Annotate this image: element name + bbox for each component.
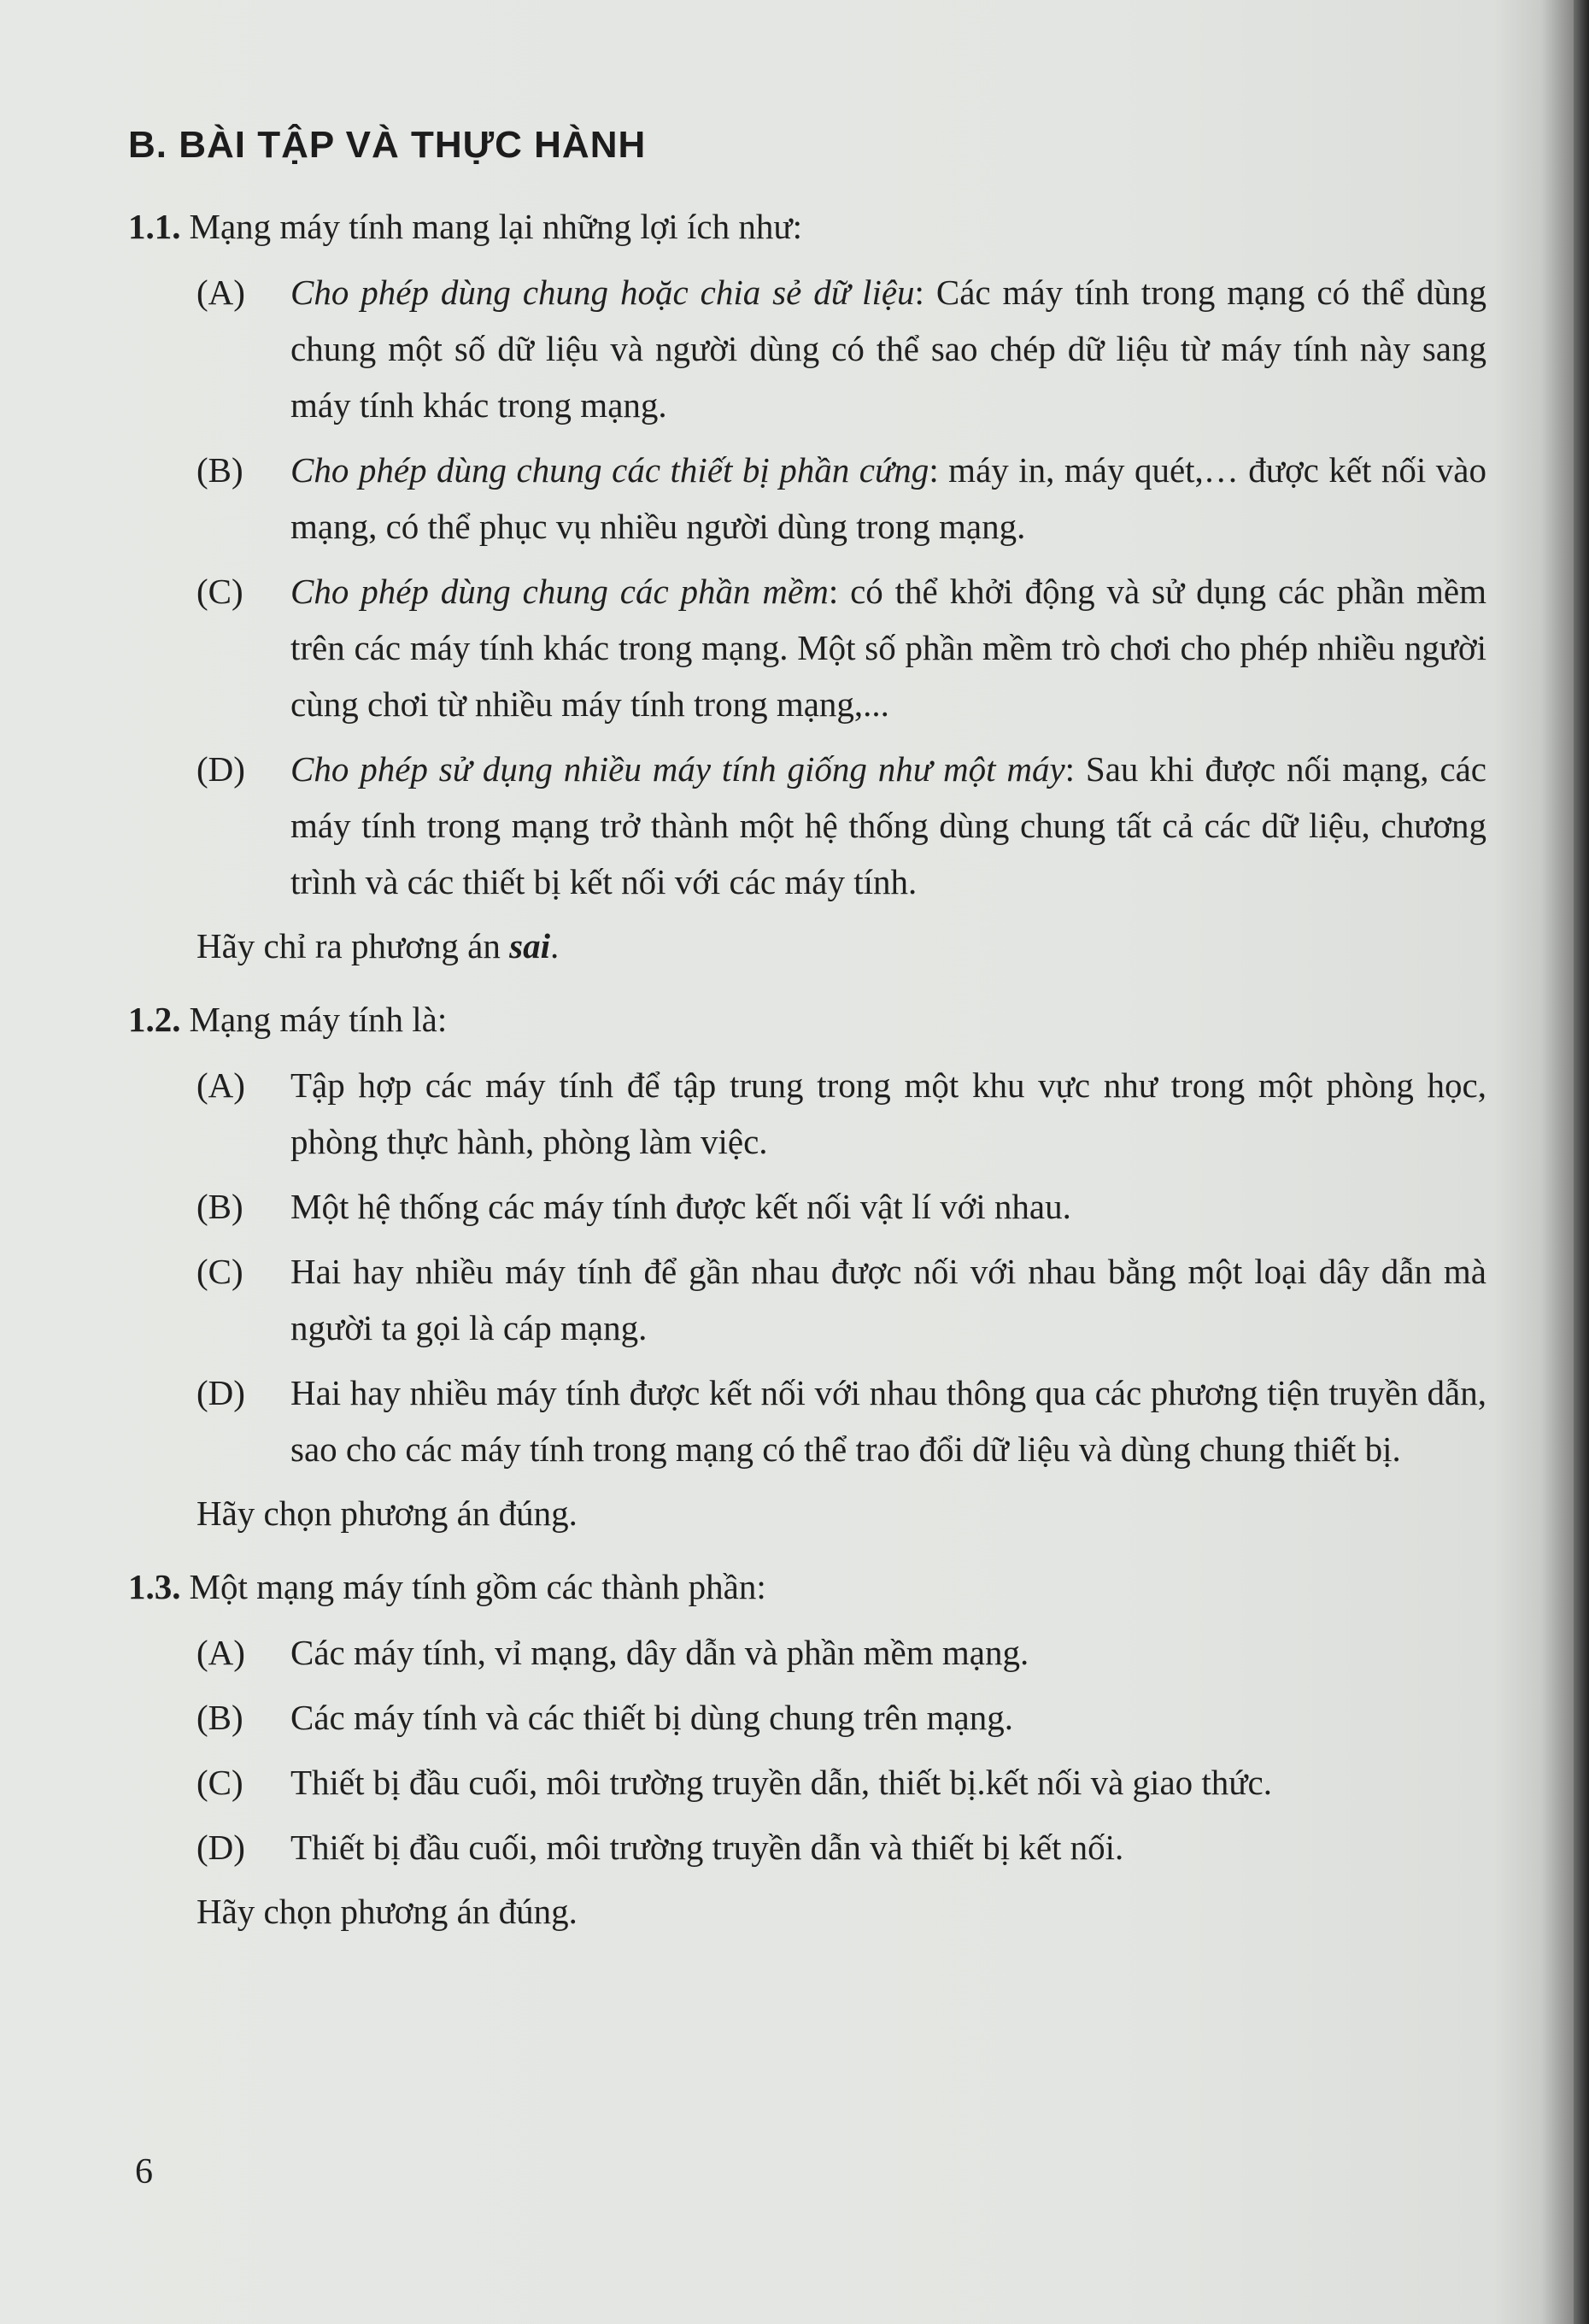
question-instruction: Hãy chọn phương án đúng. xyxy=(196,1892,578,1931)
option-italic-text: Cho phép dùng chung các phần mềm xyxy=(290,572,829,611)
option-italic-text: Cho phép sử dụng nhiều máy tính giống như một máy xyxy=(290,749,1065,789)
option-label: (A) xyxy=(196,1633,245,1672)
option-label: (B) xyxy=(196,1698,243,1737)
option-d xyxy=(196,1364,1486,1477)
option-text xyxy=(290,264,1486,433)
section-title: B. BÀI TẬP VÀ THỰC HÀNH xyxy=(128,124,647,166)
question-instruction xyxy=(196,920,1486,971)
option-label: (C) xyxy=(196,572,243,611)
question-1-1 xyxy=(128,201,1486,971)
option-text xyxy=(290,741,1486,910)
option-plain-text: : Các máy tính trong mạng có thể dùng chung một số dữ liệu và người dùng có thể sao chép dữ liệu từ máy tính này sang máy tính khác trong mạng. xyxy=(290,273,1486,425)
option-italic-text: Cho phép dùng chung các thiết bị phần cứng xyxy=(290,450,929,490)
option-b xyxy=(196,442,1486,555)
option-label: (A) xyxy=(196,273,245,312)
question-number: 1.1. xyxy=(128,207,181,246)
book-spine-shadow xyxy=(1574,0,1589,2324)
option-text: Một hệ thống các máy tính được kết nối vật lí với nhau. xyxy=(290,1187,1071,1226)
instruction-suffix: . xyxy=(549,926,560,965)
option-a xyxy=(196,1624,1486,1681)
option-c xyxy=(196,1754,1486,1810)
page-number: 6 xyxy=(135,2152,153,2192)
question-text: Mạng máy tính mang lại những lợi ích như: xyxy=(189,207,802,246)
option-list xyxy=(196,264,1486,910)
question-stem xyxy=(128,1561,1486,1612)
question-text: Mạng máy tính là: xyxy=(189,1000,448,1039)
option-label: (D) xyxy=(196,1373,245,1412)
option-label: (B) xyxy=(196,1187,243,1226)
option-label: (B) xyxy=(196,450,243,490)
option-label: (C) xyxy=(196,1763,243,1802)
option-italic-text: Cho phép dùng chung hoặc chia sẻ dữ liệu xyxy=(290,273,915,312)
option-text xyxy=(290,563,1486,732)
question-1-2 xyxy=(128,994,1486,1539)
option-text: Hai hay nhiều máy tính được kết nối với nhau thông qua các phương tiện truyền dẫn, sao cho các máy tính trong mạng có thể trao đổi dữ liệu và dùng chung thiết bị. xyxy=(290,1373,1486,1469)
option-d xyxy=(196,741,1486,910)
option-text: Thiết bị đầu cuối, môi trường truyền dẫn, thiết bị.kết nối và giao thức. xyxy=(290,1763,1272,1802)
option-text: Hai hay nhiều máy tính để gần nhau được nối với nhau bằng một loại dây dẫn mà người ta gọi là cáp mạng. xyxy=(290,1252,1486,1347)
question-number: 1.3. xyxy=(128,1567,181,1606)
instruction-text: Hãy chỉ ra phương án xyxy=(196,926,510,965)
option-label: (A) xyxy=(196,1065,245,1105)
option-a xyxy=(196,264,1486,433)
question-stem xyxy=(128,994,1486,1045)
option-c xyxy=(196,1243,1486,1356)
question-number: 1.2. xyxy=(128,1000,181,1039)
option-text: Thiết bị đầu cuối, môi trường truyền dẫn và thiết bị kết nối. xyxy=(290,1828,1124,1867)
page-content xyxy=(128,124,1486,1959)
option-text: Các máy tính và các thiết bị dùng chung trên mạng. xyxy=(290,1698,1013,1737)
option-text xyxy=(290,442,1486,555)
option-list xyxy=(196,1057,1486,1477)
option-plain-text: : có thể khởi động và sử dụng các phần mềm trên các máy tính khác trong mạng. Một số phần mềm trò chơi cho phép nhiều người cùng chơi từ nhiều máy tính trong mạng,... xyxy=(290,572,1486,724)
option-plain-text: : máy in, máy quét,… được kết nối vào mạng, có thể phục vụ nhiều người dùng trong mạng. xyxy=(290,450,1486,546)
option-plain-text: : Sau khi được nối mạng, các máy tính trong mạng trở thành một hệ thống dùng chung tất cả các dữ liệu, chương trình và các thiết bị kết nối với các máy tính. xyxy=(290,749,1486,901)
option-text: Các máy tính, vỉ mạng, dây dẫn và phần mềm mạng. xyxy=(290,1633,1029,1672)
option-label: (C) xyxy=(196,1252,243,1291)
option-text: Tập hợp các máy tính để tập trung trong một khu vực như trong một phòng học, phòng thực hành, phòng làm việc. xyxy=(290,1065,1486,1161)
option-label: (D) xyxy=(196,1828,245,1867)
question-stem xyxy=(128,201,1486,252)
option-d xyxy=(196,1819,1486,1875)
option-c xyxy=(196,563,1486,732)
option-b xyxy=(196,1689,1486,1746)
option-label: (D) xyxy=(196,749,245,789)
option-a xyxy=(196,1057,1486,1170)
question-instruction: Hãy chọn phương án đúng. xyxy=(196,1494,578,1533)
question-text: Một mạng máy tính gồm các thành phần: xyxy=(189,1567,766,1606)
option-b xyxy=(196,1178,1486,1235)
question-1-3 xyxy=(128,1561,1486,1937)
instruction-emphasis: sai xyxy=(509,926,550,965)
option-list xyxy=(196,1624,1486,1875)
